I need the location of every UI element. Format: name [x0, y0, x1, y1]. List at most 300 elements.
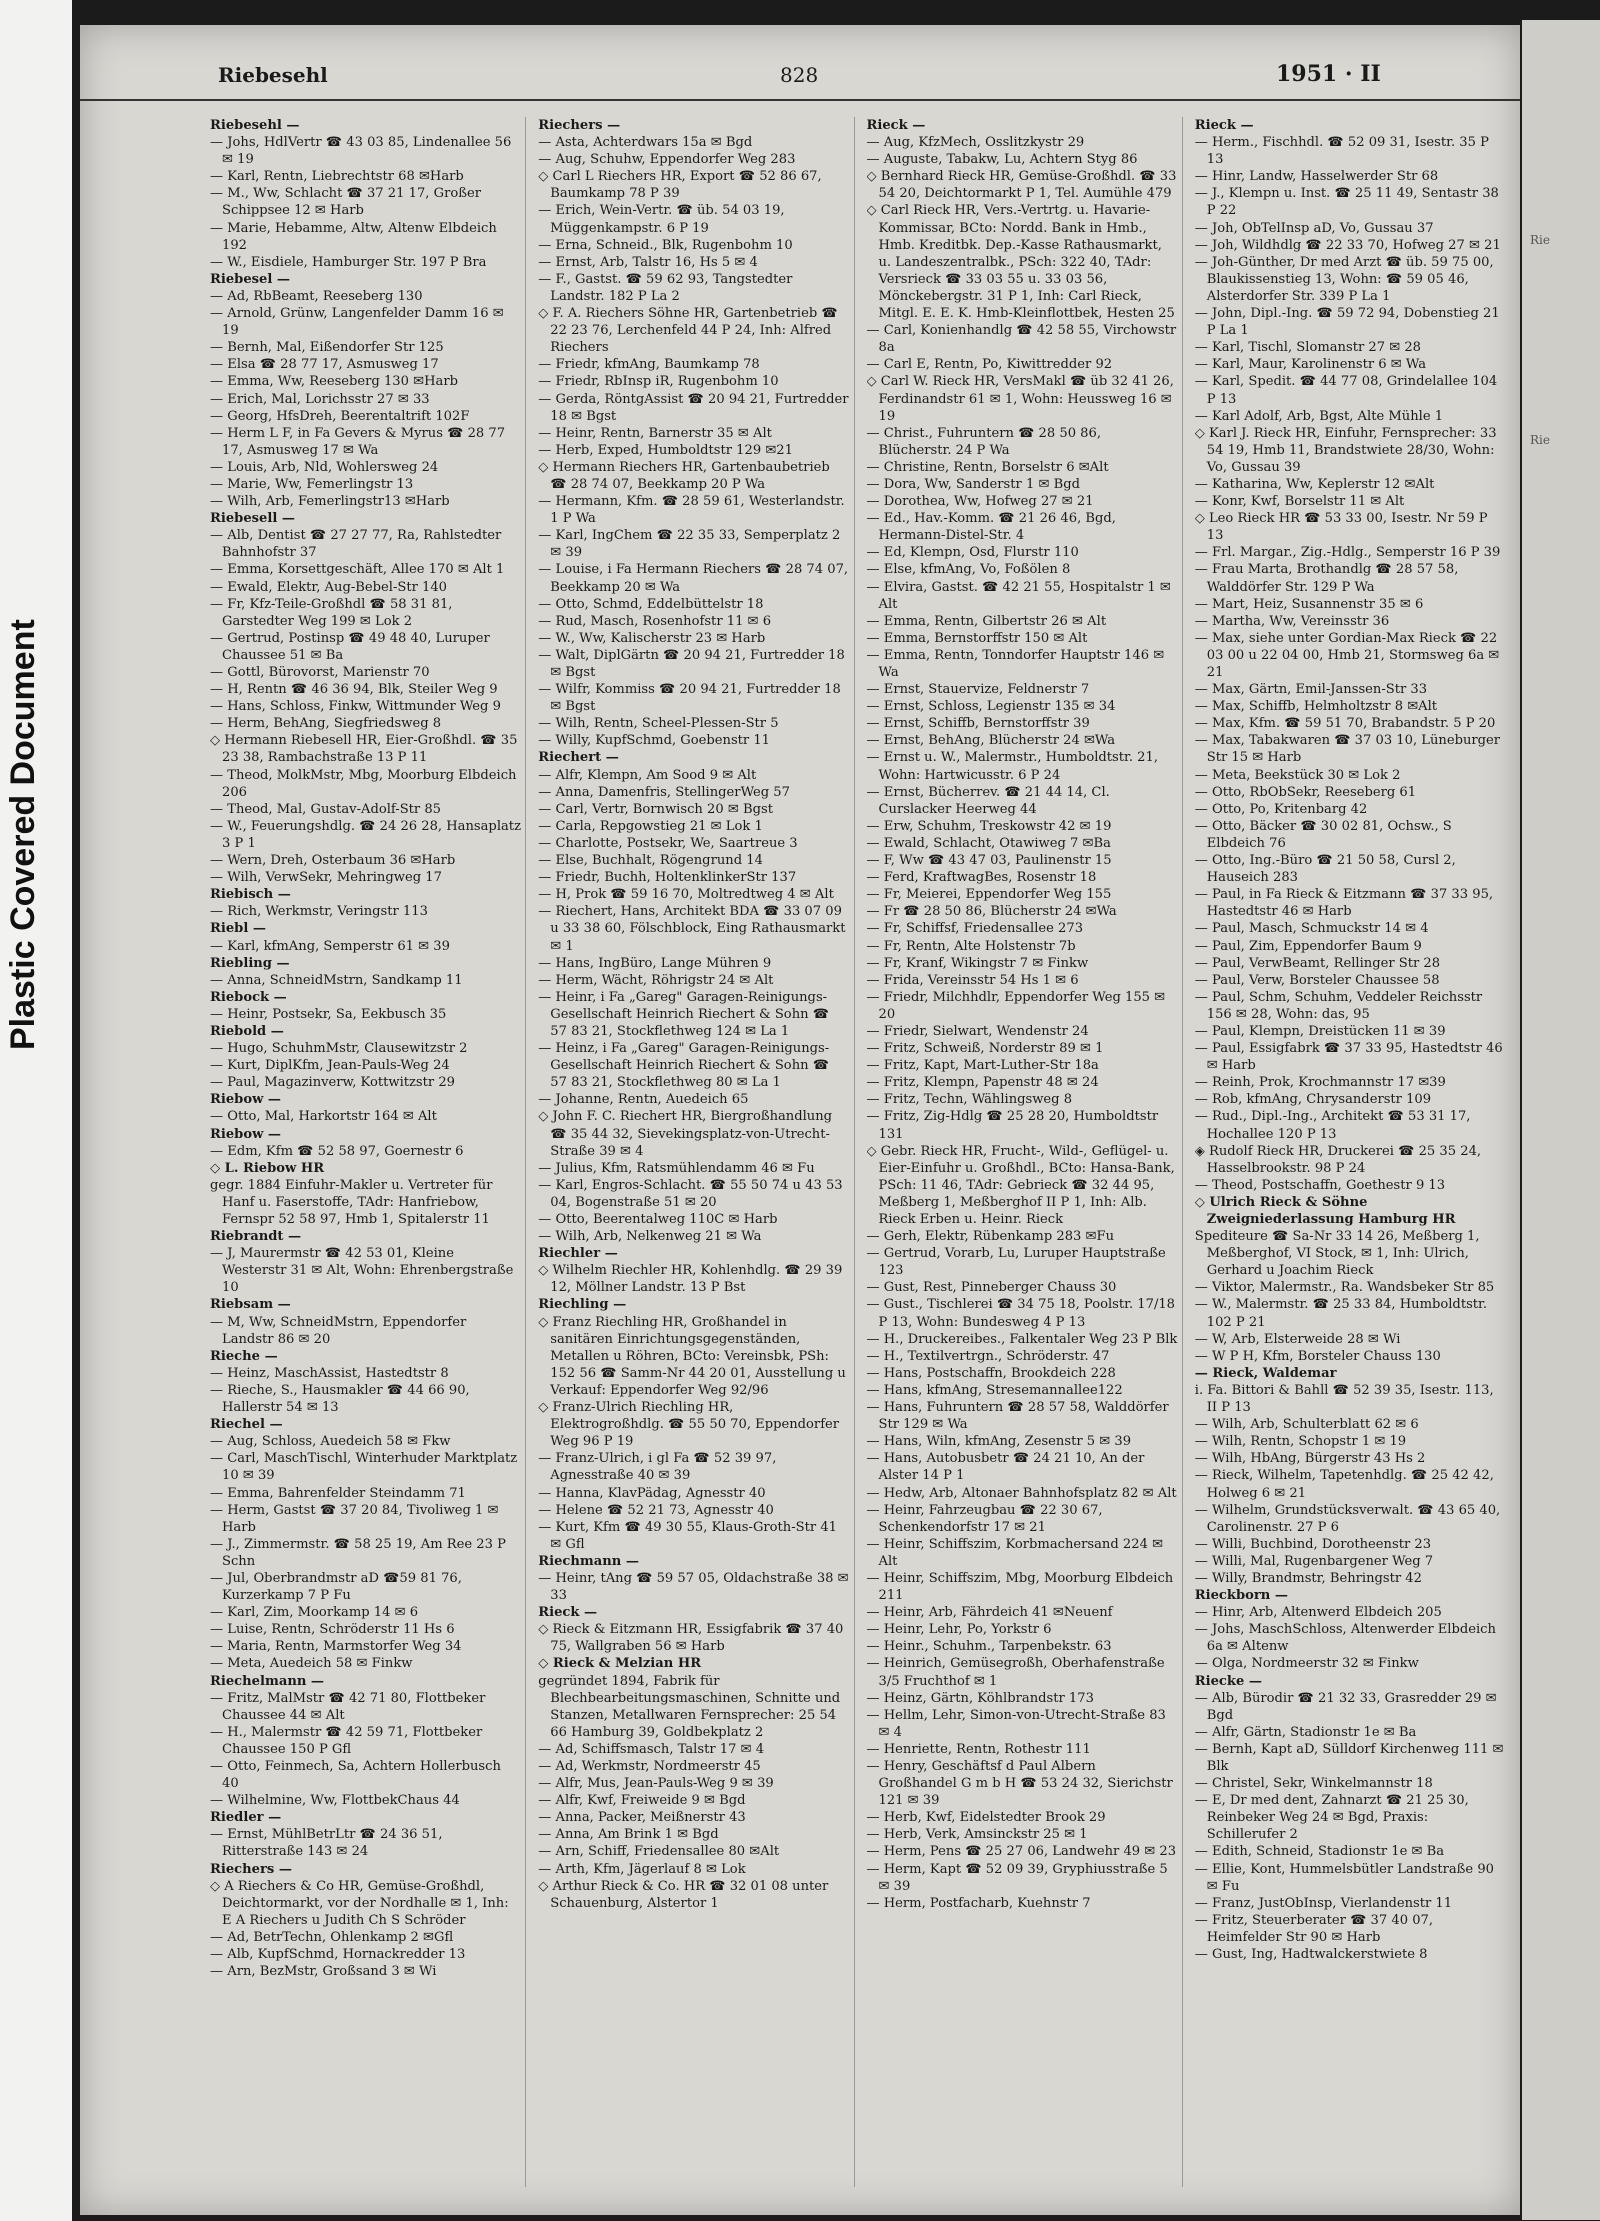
- directory-entry: — Friedr, kfmAng, Baumkamp 78: [538, 357, 760, 373]
- directory-entry: — Ad, RbBeamt, Reeseberg 130: [210, 288, 423, 304]
- directory-entry: — Otto, RbObSekr, Reeseberg 61: [1194, 784, 1417, 800]
- surname-heading: Riebisch —: [210, 887, 291, 903]
- surname-heading: Riechler —: [538, 1246, 618, 1262]
- directory-entry: — Louise, i Fa Hermann Riechers ☎ 28 74 07, Beekkamp 20 ✉ Wa: [538, 562, 849, 595]
- directory-entry: — E, Dr med dent, Zahnarzt ☎ 21 25 30, Reinbeker Weg 24 ✉ Bgd, Praxis: Schillerufer 2: [1194, 1793, 1469, 1843]
- directory-entry: — Paul, in Fa Rieck & Eitzmann ☎ 37 33 95, Hastedtstr 46 ✉ Harb: [1194, 887, 1494, 920]
- directory-entry: — Ferd, KraftwagBes, Rosenstr 18: [866, 870, 1097, 886]
- directory-entry: — Carl, Vertr, Bornwisch 20 ✉ Bgst: [538, 801, 773, 817]
- directory-entry: — Ad, Werkmstr, Nordmeerstr 45: [538, 1759, 761, 1774]
- next-page-edge: [1522, 20, 1600, 2220]
- directory-entry: — Herm, Pens ☎ 25 27 06, Landwehr 49 ✉ 23: [866, 1844, 1177, 1860]
- directory-entry: — Karl, Zim, Moorkamp 14 ✉ 6: [210, 1605, 419, 1621]
- directory-entry: — Max, Schiffb, Helmholtzstr 8 ✉Alt: [1194, 699, 1438, 715]
- directory-entry: — Riechert, Hans, Architekt BDA ☎ 33 07 09 u 33 38 60, Fölschblock, Eing Rathausmarkt ✉ 1: [538, 904, 846, 954]
- directory-entry: — H, Prok ☎ 59 16 70, Moltredtweg 4 ✉ Alt: [538, 887, 834, 903]
- directory-entry: — Joh, ObTelInsp aD, Vo, Gussau 37: [1194, 220, 1434, 236]
- directory-entry: — Ernst, Schiffb, Bernstorffstr 39: [866, 716, 1090, 732]
- directory-entry: ◈ Rudolf Rieck HR, Druckerei ☎ 25 35 24, Hasselbrookstr. 98 P 24: [1194, 1143, 1482, 1176]
- directory-entry: — Rud, Masch, Rosenhofstr 11 ✉ 6: [538, 613, 772, 629]
- directory-entry: — Erich, Mal, Lorichsstr 27 ✉ 33: [210, 391, 430, 407]
- directory-entry: — Ed., Hav.-Komm. ☎ 21 26 46, Bgd, Hermann-Distel-Str. 4: [866, 511, 1116, 544]
- directory-entry: — Fritz, Klempn, Papenstr 48 ✉ 24: [866, 1075, 1099, 1091]
- directory-entry: — Heinr, Schiffszim, Mbg, Moorburg Elbdeich 211: [866, 1570, 1174, 1604]
- directory-entry: ◇ Rieck & Melzian HR: [538, 1656, 702, 1672]
- directory-entry: ◇ F. A. Riechers Söhne HR, Gartenbetrieb ☎ 22 23 76, Lerchenfeld 44 P 24, Inh: Alfred Riechers: [538, 306, 838, 356]
- directory-entry: — Theod, Mal, Gustav-Adolf-Str 85: [210, 801, 442, 817]
- directory-entry: — Alfr, Mus, Jean-Pauls-Weg 9 ✉ 39: [538, 1776, 774, 1792]
- directory-entry: ◇ Franz-Ulrich Riechling HR, Elektrogroßhdlg. ☎ 55 50 70, Eppendorfer Weg 96 P 19: [538, 1400, 840, 1450]
- surname-heading: Riedler —: [210, 1810, 282, 1826]
- directory-entry: — Paul, Verw, Borsteler Chaussee 58: [1194, 972, 1440, 988]
- directory-entry: — Georg, HfsDreh, Beerentaltrift 102F: [210, 408, 470, 424]
- surname-heading: Riechling —: [538, 1297, 627, 1313]
- directory-entry: — Fritz, Zig-Hdlg ☎ 25 28 20, Humboldtstr 131: [866, 1109, 1159, 1142]
- directory-entry: — Paul, Zim, Eppendorfer Baum 9: [1194, 938, 1422, 954]
- directory-entry: — Rieck, Wilhelm, Tapetenhdlg. ☎ 25 42 42, Holweg 6 ✉ 21: [1194, 1468, 1494, 1501]
- directory-entry: — Emma, Ww, Reeseberg 130 ✉Harb: [210, 374, 458, 390]
- directory-entry: — F., Gastst. ☎ 59 62 93, Tangstedter Landstr. 182 P La 2: [538, 271, 793, 304]
- directory-entry: — Theod, MolkMstr, Mbg, Moorburg Elbdeich 206: [210, 767, 517, 800]
- directory-entry: — W, Arb, Elsterweide 28 ✉ Wi: [1194, 1331, 1401, 1347]
- directory-entry: — Kurt, DiplKfm, Jean-Pauls-Weg 24: [210, 1058, 450, 1074]
- directory-entry: — Karl, Rentn, Liebrechtstr 68 ✉Harb: [210, 169, 464, 185]
- directory-entry: — Ernst, Arb, Talstr 16, Hs 5 ✉ 4: [538, 254, 758, 270]
- directory-entry: — H, Rentn ☎ 46 36 94, Blk, Steiler Weg 9: [210, 682, 498, 698]
- directory-entry: — Fritz, MalMstr ☎ 42 71 80, Flottbeker Chaussee 44 ✉ Alt: [210, 1690, 486, 1723]
- directory-entry: — Arn, Schiff, Friedensallee 80 ✉Alt: [538, 1844, 780, 1860]
- directory-entry: — Fr ☎ 28 50 86, Blücherstr 24 ✉Wa: [866, 904, 1117, 920]
- directory-entry: — Emma, Korsettgeschäft, Allee 170 ✉ Alt 1: [210, 562, 505, 578]
- column-3: [867, 117, 1183, 2187]
- directory-entry: — Marie, Ww, Femerlingstr 13: [210, 476, 414, 492]
- directory-entry: — Aug, KfzMech, Osslitzkystr 29: [866, 135, 1085, 151]
- directory-entry: — Hedw, Arb, Altonaer Bahnhofsplatz 82 ✉ Alt: [866, 1485, 1177, 1501]
- directory-entry: — Edm, Kfm ☎ 52 58 97, Goernestr 6: [210, 1143, 464, 1159]
- directory-entry: — Franz-Ulrich, i gl Fa ☎ 52 39 97, Agnesstraße 40 ✉ 39: [538, 1451, 777, 1484]
- directory-entry: — Ernst, Schloss, Legienstr 135 ✉ 34: [866, 699, 1116, 715]
- directory-entry: — Herb, Kwf, Eidelstedter Brook 29: [866, 1810, 1106, 1826]
- directory-entry: — Hans, kfmAng, Stresemannallee122: [866, 1382, 1123, 1398]
- directory-entry: — Alb, Bürodir ☎ 21 32 33, Grasredder 29 ✉ Bgd: [1194, 1690, 1497, 1723]
- surname-heading: Rieckborn —: [1194, 1588, 1288, 1604]
- directory-entry: — Hans, Postschaffn, Brookdeich 228: [866, 1365, 1116, 1381]
- directory-entry: — Fritz, Techn, Wählingsweg 8: [866, 1092, 1073, 1108]
- directory-entry: — Max, Kfm. ☎ 59 51 70, Brabandstr. 5 P 20: [1194, 716, 1496, 732]
- directory-entry: — Walt, DiplGärtn ☎ 20 94 21, Furtredder 18 ✉ Bgst: [538, 647, 845, 680]
- directory-entry: — Otto, Mal, Harkortstr 164 ✉ Alt: [210, 1109, 437, 1125]
- directory-entry: — Anna, SchneidMstrn, Sandkamp 11: [210, 972, 463, 988]
- surname-heading: Rieche —: [210, 1348, 278, 1364]
- directory-entry: — Erna, Schneid., Blk, Rugenbohm 10: [538, 237, 793, 253]
- directory-entry: — Gust, Rest, Pinneberger Chauss 30: [866, 1280, 1117, 1296]
- directory-entry: — Willi, Buchbind, Dorotheenstr 23: [1194, 1536, 1432, 1552]
- directory-entry: — Hans, Fuhruntern ☎ 28 57 58, Walddörfer Str 129 ✉ Wa: [866, 1400, 1169, 1433]
- directory-entry: — Arn, BezMstr, Großsand 3 ✉ Wi: [210, 1964, 437, 1980]
- directory-entry: — Ad, Schiffsmasch, Talstr 17 ✉ 4: [538, 1741, 765, 1757]
- directory-entry: — Wilh, VerwSekr, Mehringweg 17: [210, 870, 442, 886]
- directory-entry: — J., Zimmermstr. ☎ 58 25 19, Am Ree 23 P Schn: [210, 1536, 506, 1569]
- directory-entry: — Karl, Engros-Schlacht. ☎ 55 50 74 u 43 53 04, Bogenstraße 51 ✉ 20: [538, 1177, 843, 1210]
- directory-entry: — H., Malermstr ☎ 42 59 71, Flottbeker Chaussee 150 P Gfl: [210, 1724, 483, 1757]
- directory-entry: — Hans, Autobusbetr ☎ 24 21 10, An der Alster 14 P 1: [866, 1451, 1145, 1484]
- directory-entry: — John, Dipl.-Ing. ☎ 59 72 94, Dobenstieg 21 P La 1: [1194, 306, 1500, 339]
- directory-entry: — Wilh, Rentn, Schopstr 1 ✉ 19: [1194, 1434, 1407, 1450]
- directory-entry: — Henriette, Rentn, Rothestr 111: [866, 1741, 1091, 1757]
- directory-entry: ◇ Rieck & Eitzmann HR, Essigfabrik ☎ 37 40 75, Wallgraben 56 ✉ Harb: [538, 1622, 844, 1655]
- directory-entry: — Herb, Verk, Amsinckstr 25 ✉ 1: [866, 1827, 1088, 1843]
- directory-entry: — Fr, Kranf, Wikingstr 7 ✉ Finkw: [866, 955, 1089, 971]
- directory-entry: — Edith, Schneid, Stadionstr 1e ✉ Ba: [1194, 1844, 1445, 1860]
- directory-entry: — Carl, Konienhandlg ☎ 42 58 55, Virchowstr 8a: [866, 323, 1177, 356]
- directory-entry: ◇ L. Riebow HR: [210, 1160, 325, 1176]
- directory-entry: — W., Feuerungshdlg. ☎ 24 26 28, Hansaplatz 3 P 1: [210, 818, 521, 851]
- directory-entry: — Heinz, MaschAssist, Hastedtstr 8: [210, 1365, 449, 1381]
- directory-entry: — Herm, Wächt, Röhrigstr 24 ✉ Alt: [538, 972, 774, 988]
- directory-entry: — Konr, Kwf, Borselstr 11 ✉ Alt: [1194, 494, 1405, 510]
- directory-entry: — Carl E, Rentn, Po, Kiwittredder 92: [866, 357, 1113, 373]
- directory-entry: — Charlotte, Postsekr, We, Saartreue 3: [538, 835, 798, 851]
- directory-entry: — Herm, Kapt ☎ 52 09 39, Gryphiusstraße 5 ✉ 39: [866, 1861, 1168, 1894]
- directory-entry: — Willy, KupfSchmd, Goebenstr 11: [538, 733, 771, 749]
- directory-entry: — Friedr, RbInsp iR, Rugenbohm 10: [538, 374, 779, 390]
- directory-entry: — Johs, MaschSchloss, Altenwerder Elbdeich 6a ✉ Altenw: [1194, 1622, 1496, 1655]
- column-2: [538, 117, 854, 2187]
- directory-entry: — Martha, Ww, Vereinsstr 36: [1194, 613, 1390, 629]
- directory-entry: — Ewald, Schlacht, Otawiweg 7 ✉Ba: [866, 835, 1111, 851]
- directory-entry: — Otto, Beerentalweg 110C ✉ Harb: [538, 1212, 778, 1227]
- directory-entry: — Hans, Schloss, Finkw, Wittmunder Weg 9: [210, 699, 501, 715]
- directory-entry: — Wilh, Arb, Nelkenweg 21 ✉ Wa: [538, 1229, 762, 1245]
- directory-entry: — Gertrud, Vorarb, Lu, Luruper Hauptstraße 123: [866, 1246, 1166, 1279]
- surname-heading: Riebsam —: [210, 1297, 291, 1313]
- directory-entry: ◇ Leo Rieck HR ☎ 53 33 00, Isestr. Nr 59 P 13: [1194, 511, 1488, 544]
- directory-entry: — Friedr, Buchh, HoltenklinkerStr 137: [538, 870, 797, 886]
- left-margin: [0, 0, 72, 2221]
- directory-entry: — Auguste, Tabakw, Lu, Achtern Styg 86: [866, 152, 1138, 168]
- directory-entry: — Franz, JustObInsp, Vierlandenstr 11: [1194, 1895, 1453, 1911]
- directory-entry: — Jul, Oberbrandmstr aD ☎59 81 76, Kurzerkamp 7 P Fu: [210, 1570, 462, 1604]
- directory-entry: — Wern, Dreh, Osterbaum 36 ✉Harb: [210, 853, 456, 869]
- directory-entry: — Anna, Packer, Meißnerstr 43: [538, 1810, 746, 1826]
- directory-entry: — Heinr, tAng ☎ 59 57 05, Oldachstraße 38 ✉ 33: [538, 1570, 849, 1604]
- directory-entry: — Wilh, Rentn, Scheel-Plessen-Str 5: [538, 716, 779, 732]
- directory-entry: — Gerda, RöntgAssist ☎ 20 94 21, Furtredder 18 ✉ Bgst: [538, 391, 849, 424]
- directory-entry: — Heinrich, Gemüsegroßh, Oberhafenstraße 3/5 Fruchthof ✉ 1: [866, 1656, 1165, 1689]
- directory-entry: — W., Eisdiele, Hamburger Str. 197 P Bra: [210, 254, 487, 270]
- directory-entry: — Heinr, Arb, Fährdeich 41 ✉Neuenf: [866, 1605, 1113, 1621]
- directory-entry: — Herm., Fischhdl. ☎ 52 09 31, Isestr. 35 P 13: [1194, 135, 1489, 168]
- directory-entry: — Max, Tabakwaren ☎ 37 03 10, Lüneburger Str 15 ✉ Harb: [1194, 733, 1501, 766]
- directory-entry: — Karl Adolf, Arb, Bgst, Alte Mühle 1: [1194, 408, 1444, 424]
- directory-entry: — Henry, Geschäftsf d Paul Albern Großhandel G m b H ☎ 53 24 32, Sierichstr 121 ✉ 39: [866, 1759, 1173, 1809]
- directory-entry: — W., Malermstr. ☎ 25 33 84, Humboldtstr. 102 P 21: [1194, 1297, 1488, 1330]
- directory-entry: — Willi, Mal, Rugenbargener Weg 7: [1194, 1553, 1434, 1569]
- directory-entry: — Paul, Essigfabrk ☎ 37 33 95, Hastedtstr 46 ✉ Harb: [1194, 1041, 1503, 1074]
- directory-entry: — Else, kfmAng, Vo, Foßölen 8: [866, 562, 1071, 578]
- directory-entry: — Fritz, Steuerberater ☎ 37 40 07, Heimfelder Str 90 ✉ Harb: [1194, 1912, 1434, 1945]
- directory-entry: — Emma, Bernstorffstr 150 ✉ Alt: [866, 630, 1088, 646]
- surname-heading: Rieck —: [1194, 118, 1254, 133]
- directory-entry: — Kurt, Kfm ☎ 49 30 55, Klaus-Groth-Str 41 ✉ Gfl: [538, 1519, 837, 1552]
- directory-entry: — Otto, Feinmech, Sa, Achtern Hollerbusch 40: [210, 1759, 501, 1792]
- page-header: [80, 59, 1520, 101]
- directory-entry: — Dora, Ww, Sanderstr 1 ✉ Bgd: [866, 476, 1080, 492]
- directory-entry: — Hanna, KlavPädag, Agnesstr 40: [538, 1485, 766, 1501]
- directory-entry: — Hans, Wiln, kfmAng, Zesenstr 5 ✉ 39: [866, 1434, 1132, 1450]
- directory-entry: — Alfr, Klempn, Am Sood 9 ✉ Alt: [538, 767, 757, 783]
- directory-entry: — Otto, Bäcker ☎ 30 02 81, Ochsw., S Elbdeich 76: [1194, 818, 1452, 851]
- directory-entry: — Aug, Schuhw, Eppendorfer Weg 283: [538, 152, 796, 168]
- surname-heading: Riebesel —: [210, 271, 291, 287]
- directory-entry: — Herb, Exped, Humboldtstr 129 ✉21: [538, 442, 793, 458]
- surname-heading: Riebesell —: [210, 511, 295, 527]
- directory-entry: — Ernst u. W., Malermstr., Humboldtstr. 21, Wohn: Hartwicusstr. 6 P 24: [866, 750, 1158, 783]
- directory-entry: — Dorothea, Ww, Hofweg 27 ✉ 21: [866, 494, 1094, 510]
- surname-heading: Riebow —: [210, 1126, 281, 1142]
- directory-entry: — Joh, Wildhdlg ☎ 22 33 70, Hofweg 27 ✉ 21: [1194, 237, 1501, 253]
- directory-entry: — Max, siehe unter Gordian-Max Rieck ☎ 22 03 00 u 22 04 00, Hmb 21, Stormsweg 6a ✉ 21: [1194, 630, 1500, 680]
- directory-entry: — Erich, Wein-Vertr. ☎ üb. 54 03 19, Müggenkampstr. 6 P 19: [538, 203, 785, 236]
- directory-entry: — Christine, Rentn, Borselstr 6 ✉Alt: [866, 459, 1109, 475]
- plastic-covered-label: Plastic Covered Document: [4, 619, 42, 1050]
- directory-entry: — Fr, Rentn, Alte Holstenstr 7b: [866, 938, 1076, 954]
- directory-entry: — Ewald, Elektr, Aug-Bebel-Str 140: [210, 579, 448, 595]
- directory-entry: — Wilh, HbAng, Bürgerstr 43 Hs 2: [1194, 1451, 1426, 1467]
- directory-entry: — Gust, Ing, Hadtwalckerstwiete 8: [1194, 1947, 1428, 1963]
- directory-entry: — Luise, Rentn, Schröderstr 11 Hs 6: [210, 1622, 455, 1638]
- directory-entry: — Paul, Masch, Schmuckstr 14 ✉ 4: [1194, 921, 1429, 937]
- directory-entry: — F, Ww ☎ 43 47 03, Paulinenstr 15: [866, 853, 1112, 869]
- surname-heading: Riebrandt —: [210, 1229, 302, 1245]
- directory-entry: — Alfr, Kwf, Freiweide 9 ✉ Bgd: [538, 1793, 746, 1809]
- directory-entry: — Heinr, Lehr, Po, Yorkstr 6: [866, 1622, 1052, 1638]
- header-name: Riebesehl: [218, 63, 328, 87]
- directory-entry: — Arnold, Grünw, Langenfelder Damm 16 ✉ 19: [210, 306, 504, 339]
- directory-entry: — Reinh, Prok, Krochmannstr 17 ✉39: [1194, 1075, 1446, 1091]
- directory-columns: [210, 117, 1510, 2187]
- directory-entry: — Louis, Arb, Nld, Wohlersweg 24: [210, 459, 439, 475]
- surname-heading: Riebesehl —: [210, 118, 300, 133]
- directory-entry: — Ernst, MühlBetrLtr ☎ 24 36 51, Ritterstraße 143 ✉ 24: [210, 1827, 443, 1860]
- directory-entry: — Karl, Spedit. ☎ 44 77 08, Grindelallee 104 P 13: [1194, 374, 1498, 407]
- directory-entry: — Helene ☎ 52 21 73, Agnesstr 40: [538, 1502, 774, 1518]
- directory-entry: — Rob, kfmAng, Chrysanderstr 109: [1194, 1092, 1432, 1108]
- directory-entry: ◇ Wilhelm Riechler HR, Kohlenhdlg. ☎ 29 39 12, Möllner Landstr. 13 P Bst: [538, 1263, 843, 1296]
- directory-entry: — Fritz, Schweiß, Norderstr 89 ✉ 1: [866, 1041, 1104, 1057]
- directory-entry: ◇ Carl L Riechers HR, Export ☎ 52 86 67, Baumkamp 78 P 39: [538, 169, 822, 202]
- directory-entry: — Johs, HdlVertr ☎ 43 03 85, Lindenallee 56 ✉ 19: [210, 135, 512, 168]
- directory-entry: — Christ., Fuhruntern ☎ 28 50 86, Blücherstr. 24 P Wa: [866, 425, 1102, 458]
- directory-entry: — Erw, Schuhm, Treskowstr 42 ✉ 19: [866, 818, 1112, 834]
- directory-entry: — Rieck, Waldemar: [1194, 1365, 1337, 1381]
- directory-entry: — Bernh, Mal, Eißendorfer Str 125: [210, 340, 444, 356]
- directory-entry: — Hinr, Arb, Altenwerd Elbdeich 205: [1194, 1605, 1442, 1621]
- directory-entry: — Ellie, Kont, Hummelsbütler Landstraße 90 ✉ Fu: [1194, 1861, 1494, 1894]
- directory-entry: — Joh-Günther, Dr med Arzt ☎ üb. 59 75 00, Blaukissenstieg 13, Wohn: ☎ 59 05 46, Alsterdorfer Str. 339 P La 1: [1194, 254, 1494, 304]
- directory-entry: gegr. 1884 Einfuhr-Makler u. Vertreter für Hanf u. Faserstoffe, TAdr: Hanfriebow, Fernspr 52 58 97, Hmb 1, Spitalerstr 11: [210, 1177, 493, 1227]
- directory-entry: — Else, Buchhalt, Rögengrund 14: [538, 853, 763, 869]
- directory-entry: — Karl, Tischl, Slomanstr 27 ✉ 28: [1194, 340, 1422, 356]
- directory-entry: — Meta, Beekstück 30 ✉ Lok 2: [1194, 767, 1401, 783]
- directory-entry: — Fr, Meierei, Eppendorfer Weg 155: [866, 887, 1112, 903]
- header-year: 1951 · II: [1276, 61, 1381, 87]
- directory-entry: — Heinr, Schiffszim, Korbmachersand 224 ✉ Alt: [866, 1536, 1164, 1569]
- directory-entry: — Katharina, Ww, Keplerstr 12 ✉Alt: [1194, 476, 1435, 492]
- directory-entry: — Gottl, Bürovorst, Marienstr 70: [210, 665, 430, 680]
- directory-entry: — Elsa ☎ 28 77 17, Asmusweg 17: [210, 357, 439, 373]
- directory-entry: — Bernh, Kapt aD, Sülldorf Kirchenweg 111 ✉ Blk: [1194, 1741, 1504, 1774]
- next-page-mark: Rie: [1530, 433, 1550, 447]
- surname-heading: Riebold —: [210, 1023, 284, 1039]
- directory-entry: — Carla, Repgowstieg 21 ✉ Lok 1: [538, 818, 763, 834]
- directory-entry: — Wilhelm, Grundstücksverwalt. ☎ 43 65 40, Carolinenstr. 27 P 6: [1194, 1502, 1501, 1535]
- directory-entry: — Viktor, Malermstr., Ra. Wandsbeker Str 85: [1194, 1280, 1495, 1296]
- directory-entry: — Fritz, Kapt, Mart-Luther-Str 18a: [866, 1058, 1099, 1074]
- directory-entry: — Otto, Schmd, Eddelbüttelstr 18: [538, 596, 764, 612]
- directory-entry: — Frl. Margar., Zig.-Hdlg., Semperstr 16 P 39: [1194, 545, 1501, 561]
- directory-entry: — Hellm, Lehr, Simon-von-Utrecht-Straße 83 ✉ 4: [866, 1707, 1166, 1740]
- directory-entry: — Wilh, Arb, Schulterblatt 62 ✉ 6: [1194, 1417, 1419, 1433]
- directory-entry: ◇ Carl W. Rieck HR, VersMakl ☎ üb 32 41 26, Ferdinandstr 61 ✉ 1, Wohn: Heussweg 16 ✉ 19: [866, 374, 1174, 424]
- directory-entry: — Rich, Werkmstr, Veringstr 113: [210, 904, 428, 920]
- directory-entry: — Herm, Postfacharb, Kuehnstr 7: [866, 1895, 1091, 1911]
- directory-entry: — Heinr, Postsekr, Sa, Eekbusch 35: [210, 1006, 447, 1022]
- directory-entry: — Ad, BetrTechn, Ohlenkamp 2 ✉Gfl: [210, 1929, 454, 1945]
- directory-entry: — Friedr, Sielwart, Wendenstr 24: [866, 1023, 1089, 1039]
- surname-heading: Riebl —: [210, 921, 266, 937]
- directory-entry: — Karl, IngChem ☎ 22 35 33, Semperplatz 2 ✉ 39: [538, 528, 841, 561]
- directory-entry: ◇ Gebr. Rieck HR, Frucht-, Wild-, Geflügel- u. Eier-Einfuhr u. Großhdl., BCto: Hansa-Bank, PSch: 11 46, TAdr: Gebrieck ☎ 32 44 95, Meßberg 1, Meßberghof II P 1, Inh: Alb. Rieck Erben u. Heinr. Rieck: [866, 1143, 1175, 1227]
- directory-entry: — M., Ww, Schlacht ☎ 37 21 17, Großer Schippsee 12 ✉ Harb: [210, 186, 481, 219]
- directory-entry: — Wilfr, Kommiss ☎ 20 94 21, Furtredder 18 ✉ Bgst: [538, 682, 841, 715]
- directory-entry: — Arth, Kfm, Jägerlauf 8 ✉ Lok: [538, 1861, 746, 1877]
- directory-entry: — H., Textilvertrgn., Schröderstr. 47: [866, 1348, 1110, 1364]
- directory-entry: — Herm, BehAng, Siegfriedsweg 8: [210, 716, 442, 732]
- directory-entry: — Elvira, Gastst. ☎ 42 21 55, Hospitalstr 1 ✉ Alt: [866, 579, 1171, 612]
- directory-entry: — J., Klempn u. Inst. ☎ 25 11 49, Sentastr 38 P 22: [1194, 186, 1499, 219]
- surname-heading: Riechers —: [210, 1861, 292, 1877]
- directory-entry: — Willy, Brandmstr, Behringstr 42: [1194, 1570, 1422, 1586]
- directory-entry: — Marie, Hebamme, Altw, Altenw Elbdeich 192: [210, 220, 497, 253]
- directory-entry: ◇ A Riechers & Co HR, Gemüse-Großhdl, Deichtormarkt, vor der Nordhalle ✉ 1, Inh: E A Riechers u Judith Ch S Schröder: [210, 1878, 509, 1928]
- directory-entry: ◇ Carl Rieck HR, Vers.-Vertrtg. u. Havarie-Kommissar, BCto: Nordd. Bank in Hmb., Hmb. Kreditbk. Dep.-Kasse Rathausmarkt, u. Landeszentralbk., PSch: 322 40, TAdr: Versrieck ☎ 33 03 55 u. 33 03 56, Mönckebergstr. 31 P 1, Inh: Carl Rieck, Mitgl. E. E. K. Hmb-Kleinflottbek, Hesten 25: [866, 203, 1175, 322]
- directory-entry: — Aug, Schloss, Auedeich 58 ✉ Fkw: [210, 1434, 451, 1450]
- directory-entry: — Anna, Damenfris, StellingerWeg 57: [538, 784, 790, 800]
- directory-entry: ◇ Arthur Rieck & Co. HR ☎ 32 01 08 unter Schauenburg, Alstertor 1: [538, 1878, 829, 1911]
- directory-entry: — Johanne, Rentn, Auedeich 65: [538, 1092, 749, 1108]
- directory-entry: — Frida, Vereinsstr 54 Hs 1 ✉ 6: [866, 972, 1079, 988]
- directory-entry: — Rieche, S., Hausmakler ☎ 44 66 90, Hallerstr 54 ✉ 13: [210, 1382, 470, 1416]
- directory-entry: — Emma, Bahrenfelder Steindamm 71: [210, 1485, 466, 1501]
- directory-entry: — Karl, kfmAng, Semperstr 61 ✉ 39: [210, 938, 450, 954]
- directory-entry: — Theod, Postschaffn, Goethestr 9 13: [1194, 1177, 1446, 1193]
- directory-entry: ◇ John F. C. Riechert HR, Biergroßhandlung ☎ 35 44 32, Sievekingsplatz-von-Utrecht-Straße 39 ✉ 4: [538, 1109, 833, 1159]
- directory-entry: — Ernst, Bücherrev. ☎ 21 44 14, Cl. Curslacker Heerweg 44: [866, 784, 1110, 817]
- directory-entry: ◇ Ulrich Rieck & Söhne Zweigniederlassung Hamburg HR: [1194, 1194, 1456, 1227]
- directory-entry: — Frau Marta, Brothandlg ☎ 28 57 58, Walddörfer Str. 129 P Wa: [1194, 562, 1459, 595]
- directory-entry: — Emma, Rentn, Tonndorfer Hauptstr 146 ✉ Wa: [866, 647, 1165, 680]
- directory-entry: — J, Maurermstr ☎ 42 53 01, Kleine Westerstr 31 ✉ Alt, Wohn: Ehrenbergstraße 10: [210, 1246, 514, 1296]
- directory-entry: — Heinz, Gärtn, Köhlbrandstr 173: [866, 1690, 1094, 1706]
- directory-entry: i. Fa. Bittori & Bahll ☎ 52 39 35, Isestr. 113, II P 13: [1194, 1382, 1494, 1416]
- directory-entry: — Friedr, Milchhdlr, Eppendorfer Weg 155 ✉ 20: [866, 989, 1166, 1022]
- directory-entry: — Ed, Klempn, Osd, Flurstr 110: [866, 545, 1079, 561]
- surname-heading: Riechert —: [538, 750, 619, 766]
- directory-entry: — Heinr, i Fa „Gareg" Garagen-Reinigungs-Gesellschaft Heinrich Riechert & Sohn ☎ 57 83 21, Stockflethweg 124 ✉ La 1: [538, 989, 830, 1039]
- directory-entry: — Meta, Auedeich 58 ✉ Finkw: [210, 1656, 413, 1672]
- directory-page: [80, 25, 1520, 2215]
- directory-entry: — Herm, Gastst ☎ 37 20 84, Tivoliweg 1 ✉ Harb: [210, 1502, 499, 1535]
- directory-entry: — Max, Gärtn, Emil-Janssen-Str 33: [1194, 682, 1428, 698]
- page-number: 828: [780, 63, 819, 87]
- directory-entry: — Otto, Po, Kritenbarg 42: [1194, 801, 1368, 817]
- directory-entry: — Alfr, Gärtn, Stadionstr 1e ✉ Ba: [1194, 1724, 1417, 1740]
- directory-entry: — Gertrud, Postinsp ☎ 49 48 40, Luruper Chaussee 51 ✉ Ba: [210, 630, 490, 663]
- directory-entry: — Heinz, i Fa „Gareg" Garagen-Reinigungs-Gesellschaft Heinrich Riechert & Sohn ☎ 57 83 21, Stockflethweg 80 ✉ La 1: [538, 1041, 830, 1091]
- directory-entry: — Emma, Rentn, Gilbertstr 26 ✉ Alt: [866, 613, 1107, 629]
- directory-entry: — Christel, Sekr, Winkelmannstr 18: [1194, 1776, 1433, 1792]
- directory-entry: — Wilhelmine, Ww, FlottbekChaus 44: [210, 1793, 460, 1809]
- surname-heading: Riechelmann —: [210, 1673, 325, 1689]
- directory-entry: — Hans, IngBüro, Lange Mühren 9: [538, 955, 772, 971]
- directory-entry: — Paul, Schm, Schuhm, Veddeler Reichsstr 156 ✉ 28, Wohn: das, 95: [1194, 989, 1483, 1022]
- directory-entry: — Heinr, Rentn, Barnerstr 35 ✉ Alt: [538, 425, 772, 441]
- directory-entry: — Hinr, Landw, Hasselwerder Str 68: [1194, 169, 1439, 185]
- column-4: [1195, 117, 1510, 2187]
- surname-heading: Riebling —: [210, 955, 290, 971]
- directory-entry: — Mart, Heiz, Susannenstr 35 ✉ 6: [1194, 596, 1424, 612]
- directory-entry: — Paul, VerwBeamt, Rellinger Str 28: [1194, 955, 1441, 971]
- directory-entry: — W P H, Kfm, Borsteler Chauss 130: [1194, 1348, 1441, 1364]
- directory-entry: — Herm L F, in Fa Gevers & Myrus ☎ 28 77 17, Asmusweg 17 ✉ Wa: [210, 425, 506, 458]
- surname-heading: Rieck —: [538, 1605, 598, 1621]
- directory-entry: — H., Druckereibes., Falkentaler Weg 23 P Blk: [866, 1331, 1178, 1347]
- directory-entry: — Wilh, Arb, Femerlingstr13 ✉Harb: [210, 494, 450, 510]
- directory-entry: — Hermann, Kfm. ☎ 28 59 61, Westerlandstr. 1 P Wa: [538, 494, 845, 527]
- next-page-mark: Rie: [1530, 233, 1550, 247]
- directory-entry: ◇ Hermann Riechers HR, Gartenbaubetrieb ☎ 28 74 07, Beekkamp 20 P Wa: [538, 459, 830, 492]
- surname-heading: Rieck —: [866, 118, 926, 133]
- directory-entry: — Carl, MaschTischl, Winterhuder Marktplatz 10 ✉ 39: [210, 1451, 518, 1484]
- directory-entry: — Olga, Nordmeerstr 32 ✉ Finkw: [1194, 1656, 1419, 1672]
- directory-entry: — Paul, Magazinverw, Kottwitzstr 29: [210, 1075, 455, 1091]
- directory-entry: — Hugo, SchuhmMstr, Clausewitzstr 2: [210, 1041, 468, 1057]
- surname-heading: Riebow —: [210, 1092, 281, 1108]
- surname-heading: Riechel —: [210, 1417, 283, 1433]
- directory-entry: ◇ Karl J. Rieck HR, Einfuhr, Fernsprecher: 33 54 19, Hmb 11, Brandstwiete 28/30, Wohn: Vo, Gussau 39: [1194, 425, 1497, 475]
- directory-entry: gegründet 1894, Fabrik für Blechbearbeitungsmaschinen, Schnitte und Stanzen, Metallwaren Fernsprecher: 25 54 66 Hamburg 39, Goldbekplatz 2: [538, 1673, 841, 1740]
- directory-entry: — W., Ww, Kalischerstr 23 ✉ Harb: [538, 630, 766, 646]
- directory-entry: — Alb, Dentist ☎ 27 27 77, Ra, Rahlstedter Bahnhofstr 37: [210, 528, 502, 561]
- directory-entry: ◇ Franz Riechling HR, Großhandel in sanitären Einrichtungsgegenständen, Metallen u Röhren, BCto: Vereinsbk, PSh: 152 56 ☎ Samm-Nr 44 20 01, Ausstellung u Verkauf: Eppendorfer Weg 92/96: [538, 1314, 846, 1398]
- surname-heading: Riebock —: [210, 989, 287, 1005]
- directory-entry: — Heinr, Fahrzeugbau ☎ 22 30 67, Schenkendorfstr 17 ✉ 21: [866, 1502, 1103, 1535]
- surname-heading: Riechmann —: [538, 1553, 639, 1569]
- column-1: [210, 117, 526, 2187]
- directory-entry: — Heinr., Schuhm., Tarpenbekstr. 63: [866, 1639, 1112, 1655]
- directory-entry: — Ernst, Stauervize, Feldnerstr 7: [866, 682, 1090, 698]
- directory-entry: — Gerh, Elektr, Rübenkamp 283 ✉Fu: [866, 1229, 1115, 1245]
- directory-entry: Spediteure ☎ Sa-Nr 33 14 26, Meßberg 1, Meßberghof, VI Stock, ✉ 1, Inh: Ulrich, Gerhard u Joachim Rieck: [1194, 1229, 1480, 1279]
- directory-entry: ◇ Bernhard Rieck HR, Gemüse-Großhdl. ☎ 33 54 20, Deichtormarkt P 1, Tel. Aumühle 479: [866, 169, 1177, 202]
- directory-entry: — Maria, Rentn, Marmstorfer Weg 34: [210, 1639, 462, 1655]
- directory-entry: — Rud., Dipl.-Ing., Architekt ☎ 53 31 17, Hochallee 120 P 13: [1194, 1109, 1471, 1142]
- directory-entry: — Alb, KupfSchmd, Hornackredder 13: [210, 1947, 466, 1963]
- directory-entry: — Otto, Ing.-Büro ☎ 21 50 58, Cursl 2, Hauseich 283: [1194, 853, 1456, 886]
- directory-entry: — Gust., Tischlerei ☎ 34 75 18, Poolstr. 17/18 P 13, Wohn: Bundesweg 4 P 13: [866, 1297, 1176, 1330]
- surname-heading: Riechers —: [538, 118, 621, 133]
